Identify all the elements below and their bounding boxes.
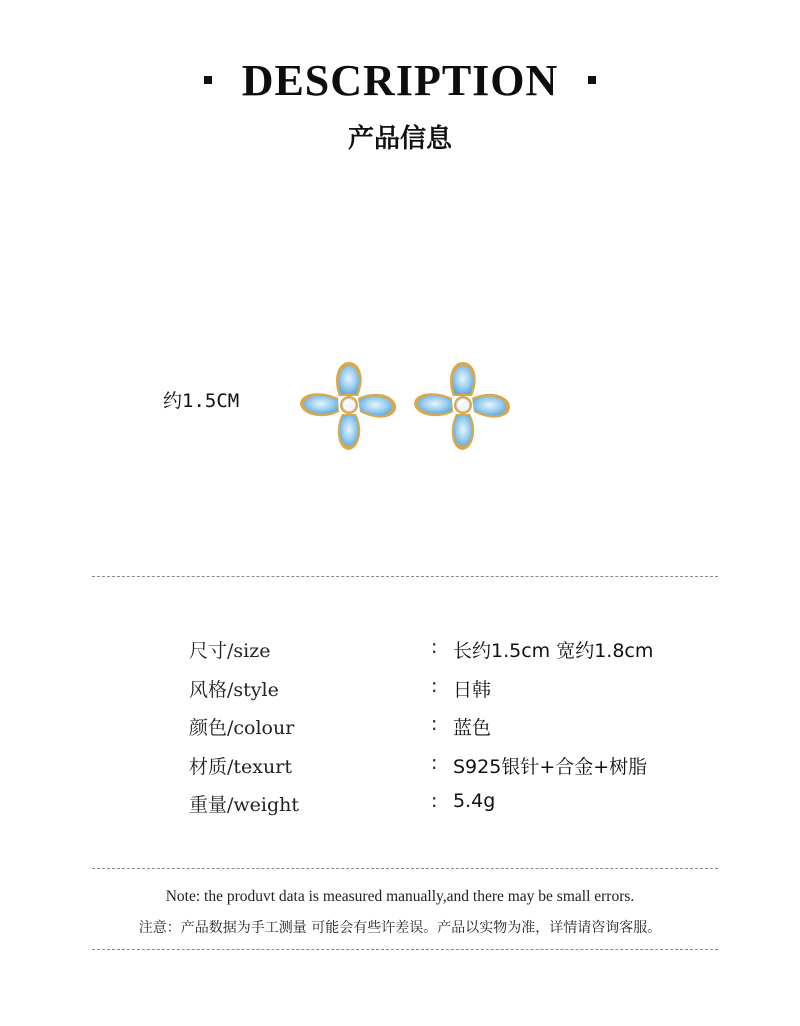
spec-key: 尺寸/size <box>189 640 271 662</box>
title-row <box>0 50 800 110</box>
spec-value: 日韩 <box>453 679 492 701</box>
spec-row-style <box>0 675 800 705</box>
earring-image-left <box>296 358 402 454</box>
spec-row-size <box>0 636 800 666</box>
spec-row-colour <box>0 713 800 743</box>
spec-row-weight <box>0 790 800 820</box>
spec-key: 颜色/colour <box>189 717 295 739</box>
spec-colon: : <box>431 752 438 774</box>
note-english: Note: the produvt data is measured manually,and there may be small errors. <box>165 888 635 905</box>
spec-colon: : <box>431 675 438 697</box>
divider-middle <box>92 868 718 869</box>
page-title: DESCRIPTION <box>241 55 559 105</box>
size-annotation: 约1.5CM <box>163 390 240 412</box>
note-chinese: 注意：产品数据为手工测量 可能会有些许差误。产品以实物为准，详情请咨询客服。 <box>138 920 662 936</box>
divider-top <box>92 576 718 577</box>
title-dot-left <box>204 76 212 84</box>
spec-key: 重量/weight <box>189 794 300 816</box>
spec-value: 蓝色 <box>453 717 492 739</box>
title-dot-right <box>588 76 596 84</box>
page-subtitle: 产品信息 <box>347 124 452 154</box>
spec-row-texture <box>0 752 800 782</box>
spec-key: 材质/texurt <box>189 756 292 778</box>
spec-key: 风格/style <box>189 679 279 701</box>
spec-colon: : <box>431 636 438 658</box>
earring-image-right <box>410 358 516 454</box>
spec-value: 5.4g <box>453 790 496 812</box>
spec-value: 长约1.5cm 宽约1.8cm <box>453 640 654 662</box>
spec-colon: : <box>431 713 438 735</box>
spec-colon: : <box>431 790 438 812</box>
spec-value: S925银针+合金+树脂 <box>453 756 648 778</box>
divider-bottom <box>92 949 718 950</box>
